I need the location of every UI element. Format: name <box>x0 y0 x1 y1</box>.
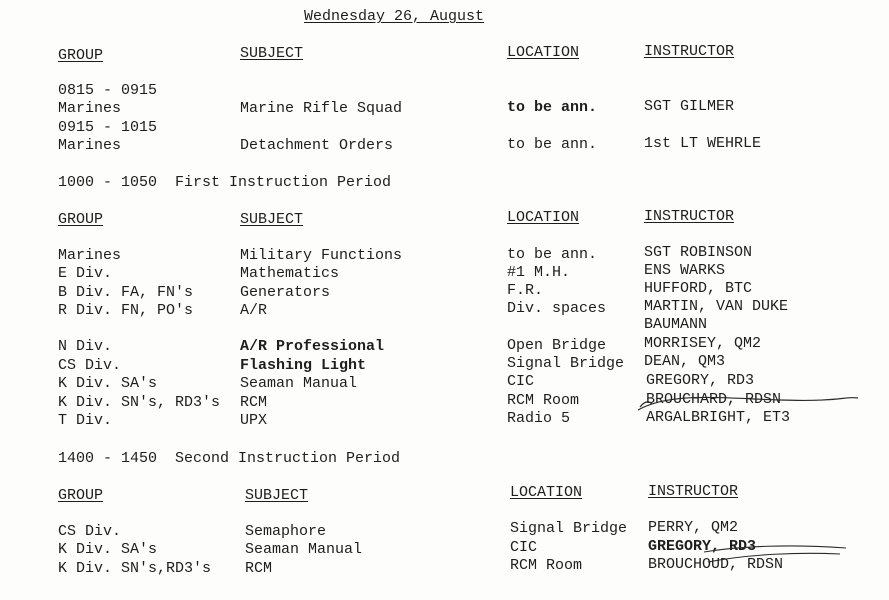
group-cell: Marines <box>58 137 122 154</box>
time-slot: 0815 - 0915 <box>58 82 158 99</box>
location-cell: to be ann. <box>507 136 598 153</box>
subject-cell: Marine Rifle Squad <box>240 100 403 117</box>
subject-cell: Mathematics <box>240 265 340 282</box>
subject-cell: UPX <box>240 412 268 429</box>
header-instructor: INSTRUCTOR <box>644 208 735 225</box>
instructor-cell: DEAN, QM3 <box>644 353 726 370</box>
period-heading: 1400 - 1450 Second Instruction Period <box>58 450 401 467</box>
time-slot: 0915 - 1015 <box>58 119 158 136</box>
instructor-cell: MARTIN, VAN DUKE <box>644 298 789 315</box>
location-cell: Open Bridge <box>507 337 607 354</box>
group-cell: T Div. <box>58 412 113 429</box>
instructor-cell: BAUMANN <box>644 316 708 333</box>
group-cell: K Div. SA's <box>58 541 158 558</box>
header-group: GROUP <box>58 47 104 64</box>
location-cell: Radio 5 <box>507 410 571 427</box>
subject-cell: Detachment Orders <box>240 137 394 154</box>
instructor-cell: GREGORY, RD3 <box>646 372 755 389</box>
pen-strike-mark <box>630 380 860 420</box>
header-subject: SUBJECT <box>240 45 304 62</box>
group-cell: CS Div. <box>58 523 122 540</box>
instructor-cell: GREGORY, RD3 <box>648 538 757 555</box>
group-cell: Marines <box>58 100 122 117</box>
subject-cell: Seaman Manual <box>245 541 363 558</box>
period-heading: 1000 - 1050 First Instruction Period <box>58 174 392 191</box>
subject-cell: A/R <box>240 302 268 319</box>
location-cell: to be ann. <box>507 246 598 263</box>
group-cell: CS Div. <box>58 357 122 374</box>
header-location: LOCATION <box>510 484 583 501</box>
group-cell: B Div. FA, FN's <box>58 284 194 301</box>
subject-cell: RCM <box>245 560 273 577</box>
header-location: LOCATION <box>507 44 580 61</box>
instructor-cell: 1st LT WEHRLE <box>644 135 762 152</box>
header-instructor: INSTRUCTOR <box>648 483 739 500</box>
page-title: Wednesday 26, August <box>304 8 485 25</box>
location-cell: #1 M.H. <box>507 264 571 281</box>
pen-strike-mark <box>700 540 850 570</box>
location-cell: CIC <box>507 373 535 390</box>
location-cell: RCM Room <box>510 557 583 574</box>
instructor-cell: SGT GILMER <box>644 98 735 115</box>
subject-cell: RCM <box>240 394 268 411</box>
instructor-cell: SGT ROBINSON <box>644 244 753 261</box>
header-subject: SUBJECT <box>240 211 304 228</box>
group-cell: Marines <box>58 247 122 264</box>
header-group: GROUP <box>58 211 104 228</box>
group-cell: N Div. <box>58 338 113 355</box>
group-cell: K Div. SA's <box>58 375 158 392</box>
instructor-cell: PERRY, QM2 <box>648 519 739 536</box>
group-cell: K Div. SN's,RD3's <box>58 560 212 577</box>
group-cell: K Div. SN's, RD3's <box>58 394 221 411</box>
instructor-cell: HUFFORD, BTC <box>644 280 753 297</box>
subject-cell: Military Functions <box>240 247 403 264</box>
instructor-cell: BROUCHOUD, RDSN <box>648 556 784 573</box>
instructor-cell: MORRISEY, QM2 <box>644 335 762 352</box>
instructor-cell: ENS WARKS <box>644 262 726 279</box>
instructor-cell: BROUCHARD, RDSN <box>646 391 782 408</box>
group-cell: E Div. <box>58 265 113 282</box>
location-cell: Signal Bridge <box>507 355 625 372</box>
subject-cell: Seaman Manual <box>240 375 358 392</box>
location-cell: CIC <box>510 539 538 556</box>
location-cell: F.R. <box>507 282 544 299</box>
subject-cell: Flashing Light <box>240 357 367 374</box>
subject-cell: A/R Professional <box>240 338 385 355</box>
subject-cell: Semaphore <box>245 523 327 540</box>
location-cell: Signal Bridge <box>510 520 628 537</box>
header-subject: SUBJECT <box>245 487 309 504</box>
group-cell: R Div. FN, PO's <box>58 302 194 319</box>
subject-cell: Generators <box>240 284 331 301</box>
location-cell: RCM Room <box>507 392 580 409</box>
instructor-cell: ARGALBRIGHT, ET3 <box>646 409 791 426</box>
header-location: LOCATION <box>507 209 580 226</box>
header-instructor: INSTRUCTOR <box>644 43 735 60</box>
location-cell: to be ann. <box>507 99 598 116</box>
location-cell: Div. spaces <box>507 300 607 317</box>
header-group: GROUP <box>58 487 104 504</box>
